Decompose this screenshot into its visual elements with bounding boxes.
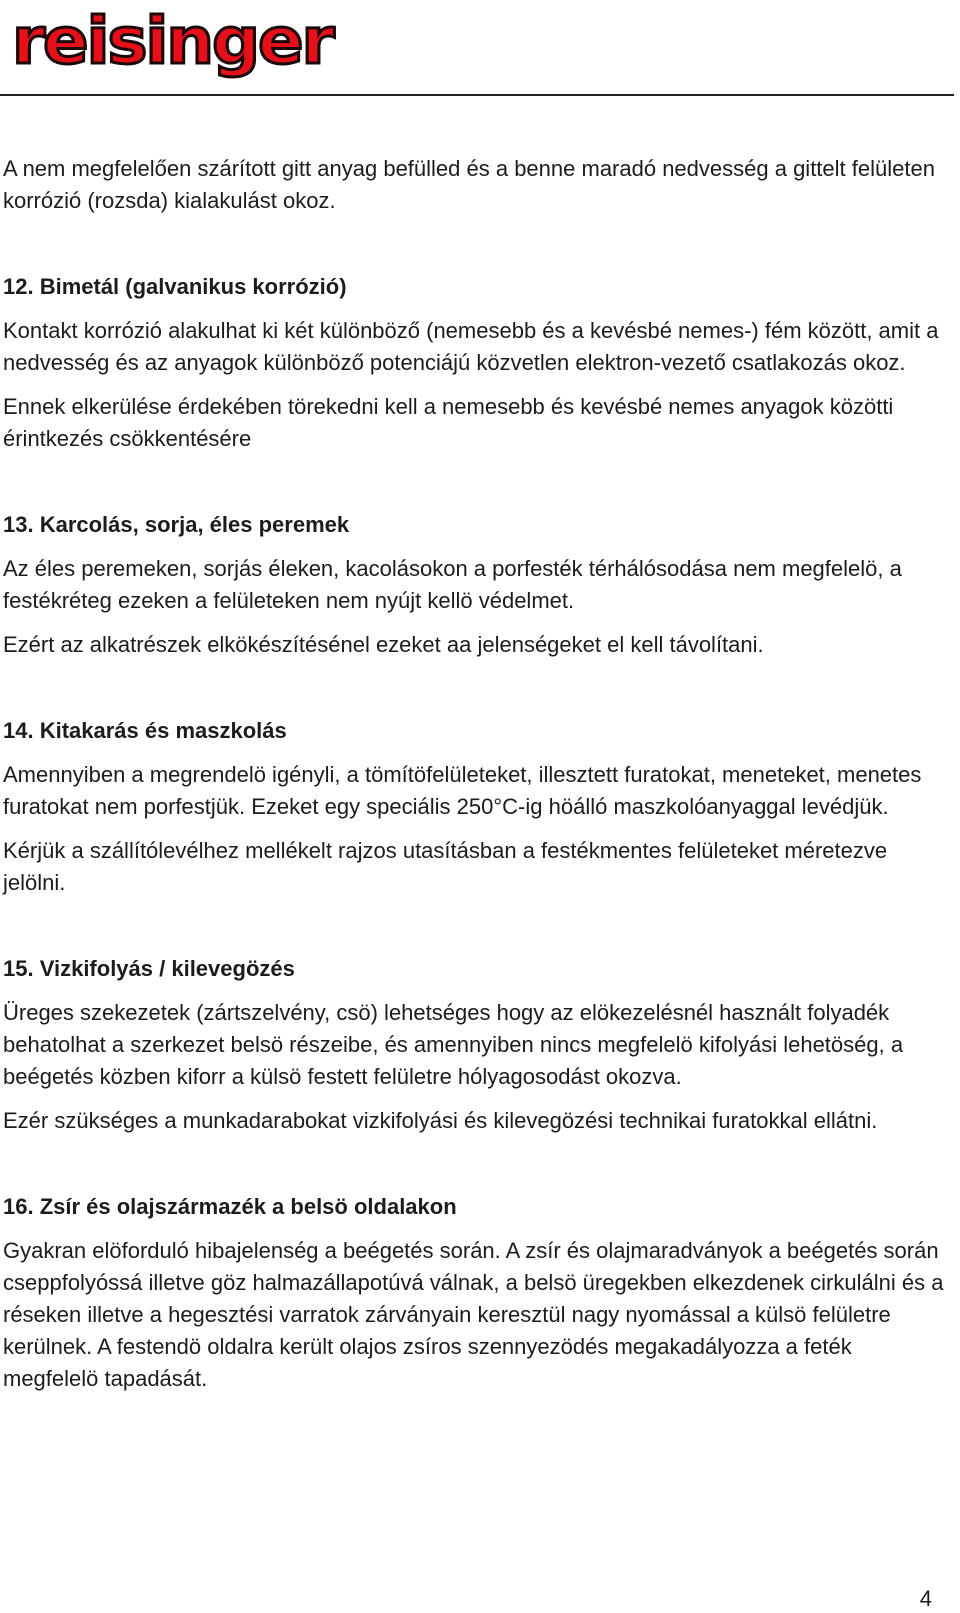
section-15 bbox=[3, 953, 953, 1137]
section-16 bbox=[3, 1191, 953, 1395]
section-heading: 16. Zsír és olajszármazék a belsö oldalakon bbox=[3, 1194, 457, 1219]
section-paragraph: Ennek elkerülése érdekében törekedni kell a nemesebb és kevésbé nemes anyagok közötti érintkezés csökkentésére bbox=[3, 394, 894, 451]
section-heading: 13. Karcolás, sorja, éles peremek bbox=[3, 512, 350, 537]
page-number: 4 bbox=[919, 1586, 932, 1611]
section-paragraph: Kontakt korrózió alakulhat ki két különböző (nemesebb és a kevésbé nemes-) fém között, amit a nedvesség és az anyagok különböző potenciájú közvetlen elektron-vezető csatlakozás okoz. bbox=[3, 318, 939, 375]
section-paragraph: Ezért az alkatrészek elkökészítésénel ezeket aa jelenségeket el kell távolítani. bbox=[3, 632, 764, 657]
section-14 bbox=[3, 715, 953, 899]
section-paragraph: Gyakran elöforduló hibajelenség a beégetés során. A zsír és olajmaradványok a beégetés során cseppfolyóssá illetve göz halmazállapotúvá válnak, a belsö üregekben elkezdenek cirkulálni és a réseken illetve a hegesztési varratok zárványain keresztül nagy nyomással a külsö felületre kerülnek. A festendö oldalra került olajos zsíros szennyezödés megakadályozza a feték megfelelö tapadását. bbox=[3, 1238, 944, 1391]
intro-paragraph: A nem megfelelően szárított gitt anyag befülled és a benne maradó nedvesség a gittelt felületen korrózió (rozsda) kialakulást okoz. bbox=[3, 156, 935, 213]
section-heading: 12. Bimetál (galvanikus korrózió) bbox=[3, 274, 347, 299]
header-divider bbox=[0, 94, 954, 96]
page-header bbox=[0, 0, 960, 98]
section-paragraph: Ezér szükséges a munkadarabokat vizkifolyási és kilevegözési technikai furatokkal ellátni. bbox=[3, 1108, 878, 1133]
document-body bbox=[3, 153, 953, 1395]
company-logo bbox=[8, 2, 358, 90]
section-paragraph: Amennyiben a megrendelö igényli, a tömítöfelületeket, illesztett furatokat, meneteket, menetes furatokat nem porfestjük. Ezeket egy speciális 250°C-ig höálló maszkolóanyaggal levédjük. bbox=[3, 762, 922, 819]
section-paragraph: Kérjük a szállítólevélhez mellékelt rajzos utasításban a festékmentes felületeket méretezve jelölni. bbox=[3, 838, 888, 895]
section-heading: 14. Kitakarás és maszkolás bbox=[3, 718, 287, 743]
section-heading: 15. Vizkifolyás / kilevegözés bbox=[3, 956, 295, 981]
section-paragraph: Üreges szekezetek (zártszelvény, csö) lehetséges hogy az elökezelésnél használt folyadék behatolhat a szerkezet belsö részeibe, és amennyiben nincs megfelelö kifolyási lehetöség, a beégetés közben kiforr a külsö festett felületre hólyagosodást okozva. bbox=[3, 1000, 904, 1089]
section-paragraph: Az éles peremeken, sorjás éleken, kacolásokon a porfesték térhálósodása nem megfelelö, a festékréteg ezeken a felületeken nem nyújt kellö védelmet. bbox=[3, 556, 902, 613]
logo-wordmark: reisinger bbox=[12, 5, 333, 79]
section-13 bbox=[3, 509, 953, 661]
section-12 bbox=[3, 271, 953, 455]
